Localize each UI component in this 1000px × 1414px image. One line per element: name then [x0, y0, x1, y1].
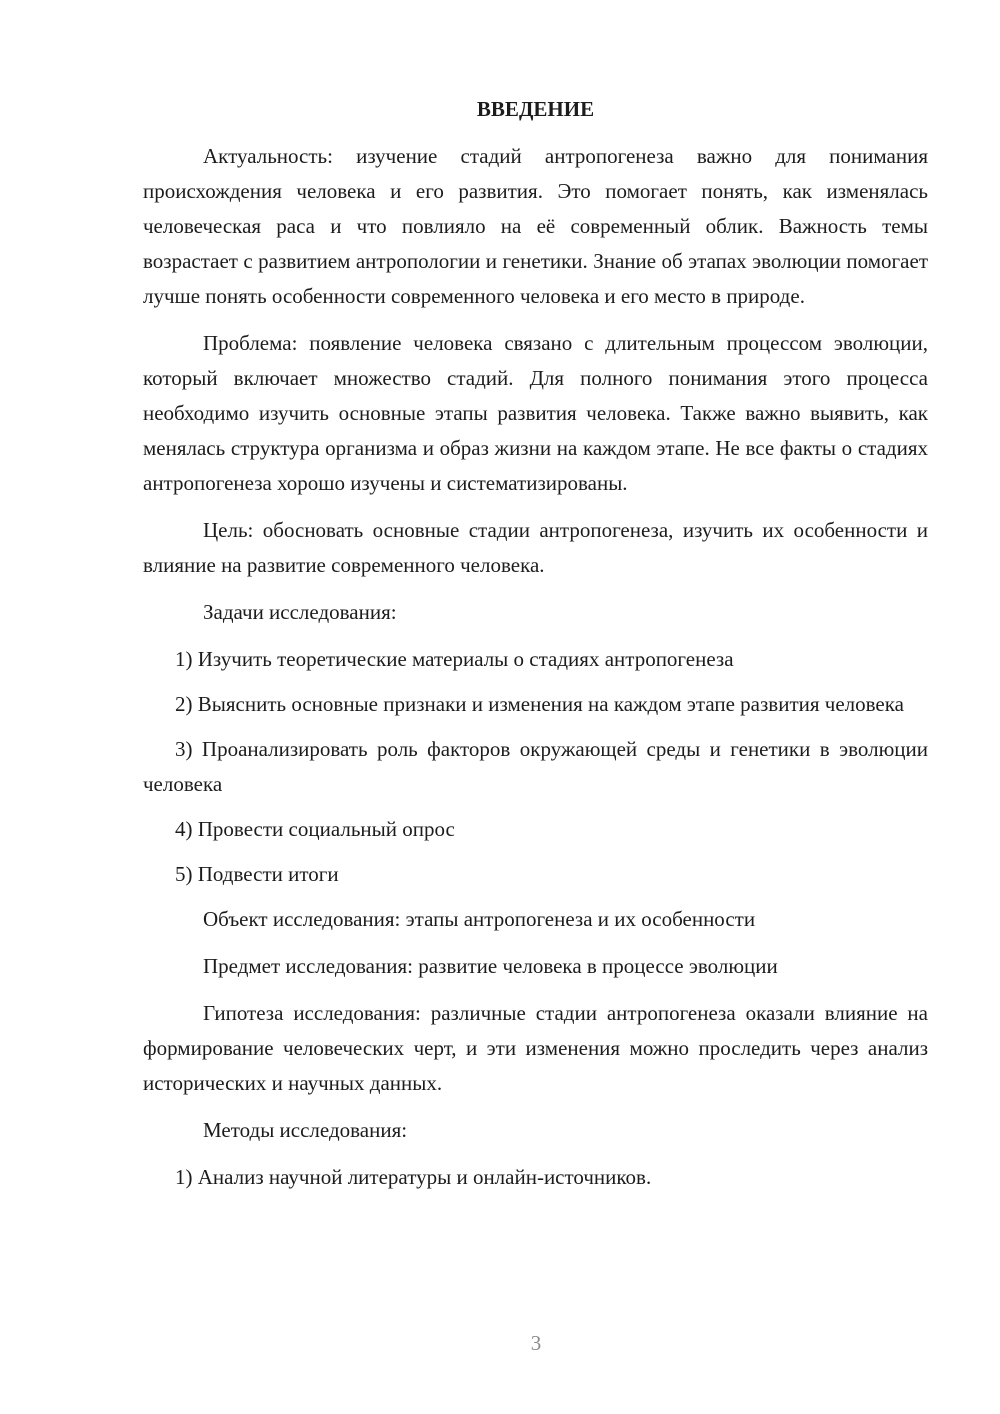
list-item: 1) Анализ научной литературы и онлайн-источников. [175, 1165, 652, 1189]
problem-paragraph: Проблема: появление человека связано с длительным процессом эволюции, который включает множество стадий. Для полного понимания этого процесса необходимо изучить основные этапы развития человека. Также важно выявить, как менялась структура организма и образ жизни на каждом этапе. Не все факты о стадиях антропогенеза хорошо изучены и систематизированы. [143, 331, 928, 495]
goal-paragraph: Цель: обосновать основные стадии антропогенеза, изучить их особенности и влияние на развитие современного человека. [143, 518, 928, 577]
list-item: 3) Проанализировать роль факторов окружающей среды и генетики в эволюции человека [143, 737, 928, 796]
list-item: 4) Провести социальный опрос [175, 817, 455, 841]
document-page [143, 92, 928, 1205]
page-title: ВВЕДЕНИЕ [476, 97, 595, 121]
methods-list [143, 1160, 928, 1195]
page-number: 3 [530, 1331, 542, 1355]
object-paragraph: Объект исследования: этапы антропогенеза и их особенности [203, 907, 756, 931]
tasks-list [143, 642, 928, 892]
list-item: 5) Подвести итоги [175, 862, 339, 886]
subject-paragraph: Предмет исследования: развитие человека в процессе эволюции [203, 954, 778, 978]
list-item: 1) Изучить теоретические материалы о стадиях антропогенеза [175, 647, 734, 671]
tasks-heading: Задачи исследования: [203, 600, 397, 624]
relevance-paragraph: Актуальность: изучение стадий антропогенеза важно для понимания происхождения человека и его развития. Это помогает понять, как изменялась человеческая раса и что повлияло на её современный облик. Важность темы возрастает с развитием антропологии и генетики. Знание об этапах эволюции помогает лучше понять особенности современного человека и его место в природе. [143, 144, 928, 308]
hypothesis-paragraph: Гипотеза исследования: различные стадии антропогенеза оказали влияние на формирование человеческих черт, и эти изменения можно проследить через анализ исторических и научных данных. [143, 1001, 928, 1095]
list-item: 2) Выяснить основные признаки и изменения на каждом этапе развития человека [175, 692, 904, 716]
methods-heading: Методы исследования: [203, 1118, 408, 1142]
